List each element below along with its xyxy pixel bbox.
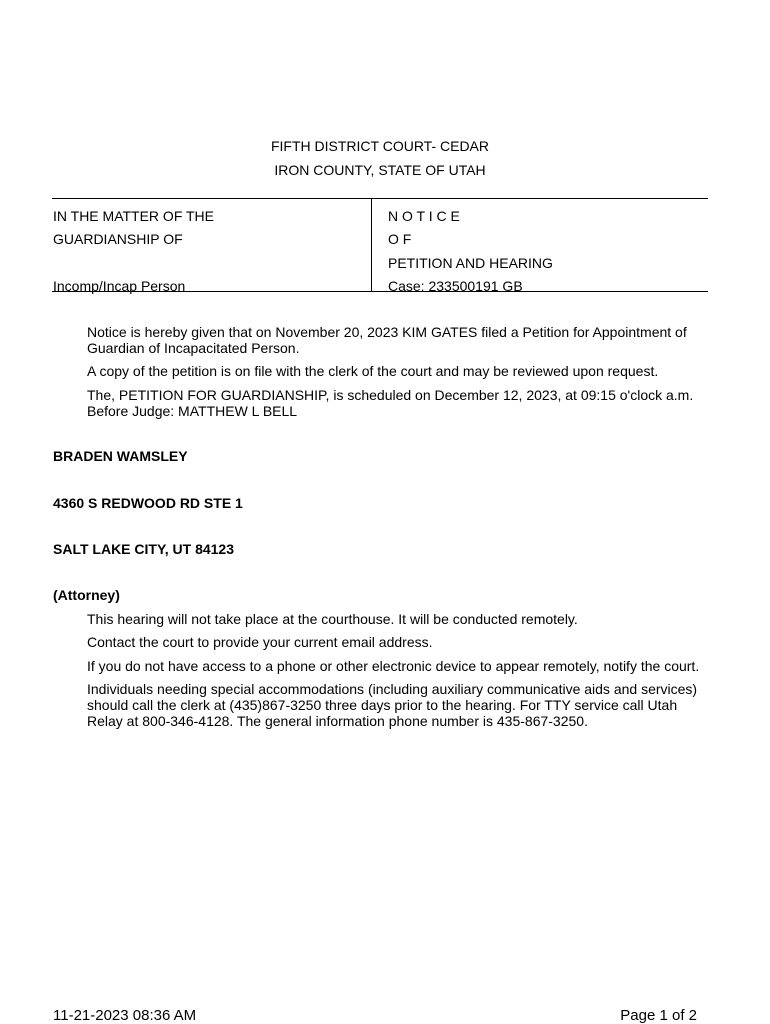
case-number: Case: 233500191 GB <box>388 278 523 294</box>
page-number: Page 1 of 2 <box>620 1007 697 1024</box>
caption-divider <box>371 199 372 292</box>
notice-of: O F <box>388 231 412 247</box>
notice-paragraph-filing: Notice is hereby given that on November 20, 2023 KIM GATES filed a Petition for Appointment of Guardian of Incapacitated Person. <box>87 324 687 356</box>
attorney-address: 4360 S REDWOOD RD STE 1 <box>53 495 243 511</box>
remote-hearing-note: This hearing will not take place at the courthouse. It will be conducted remotely. <box>87 611 578 627</box>
attorney-role: (Attorney) <box>53 587 120 603</box>
caption-person-line: Incomp/Incap Person <box>53 278 186 294</box>
court-name: FIFTH DISTRICT COURT- CEDAR <box>270 138 490 154</box>
footer-timestamp: 11-21-2023 08:36 AM <box>53 1007 197 1024</box>
email-note: Contact the court to provide your current email address. <box>87 634 433 650</box>
judge-line: Before Judge: MATTHEW L BELL <box>87 403 298 419</box>
caption-guardianship-line: GUARDIANSHIP OF <box>53 231 183 247</box>
notice-subject: PETITION AND HEARING <box>388 255 553 271</box>
notice-title: N O T I C E <box>388 208 460 224</box>
hearing-schedule-line: The, PETITION FOR GUARDIANSHIP, is scheduled on December 12, 2023, at 09:15 o'clock a.m. <box>87 387 694 403</box>
notice-paragraph-schedule <box>87 387 702 419</box>
device-note: If you do not have access to a phone or other electronic device to appear remotely, notify the court. <box>87 658 700 674</box>
caption-matter-line: IN THE MATTER OF THE <box>53 208 215 224</box>
attorney-name: BRADEN WAMSLEY <box>53 448 188 464</box>
notice-paragraph-copy: A copy of the petition is on file with the clerk of the court and may be reviewed upon request. <box>87 363 659 379</box>
accommodations-note: Individuals needing special accommodations (including auxiliary communicative aids and services) should call the clerk at (435)867-3250 three days prior to the hearing. For TTY service call Utah Relay at 800-346-4128. The general information phone number is 435-867-3250. <box>87 681 698 729</box>
court-location: IRON COUNTY, STATE OF UTAH <box>274 162 486 178</box>
caption-top-rule <box>52 198 708 199</box>
attorney-city: SALT LAKE CITY, UT 84123 <box>53 541 235 557</box>
